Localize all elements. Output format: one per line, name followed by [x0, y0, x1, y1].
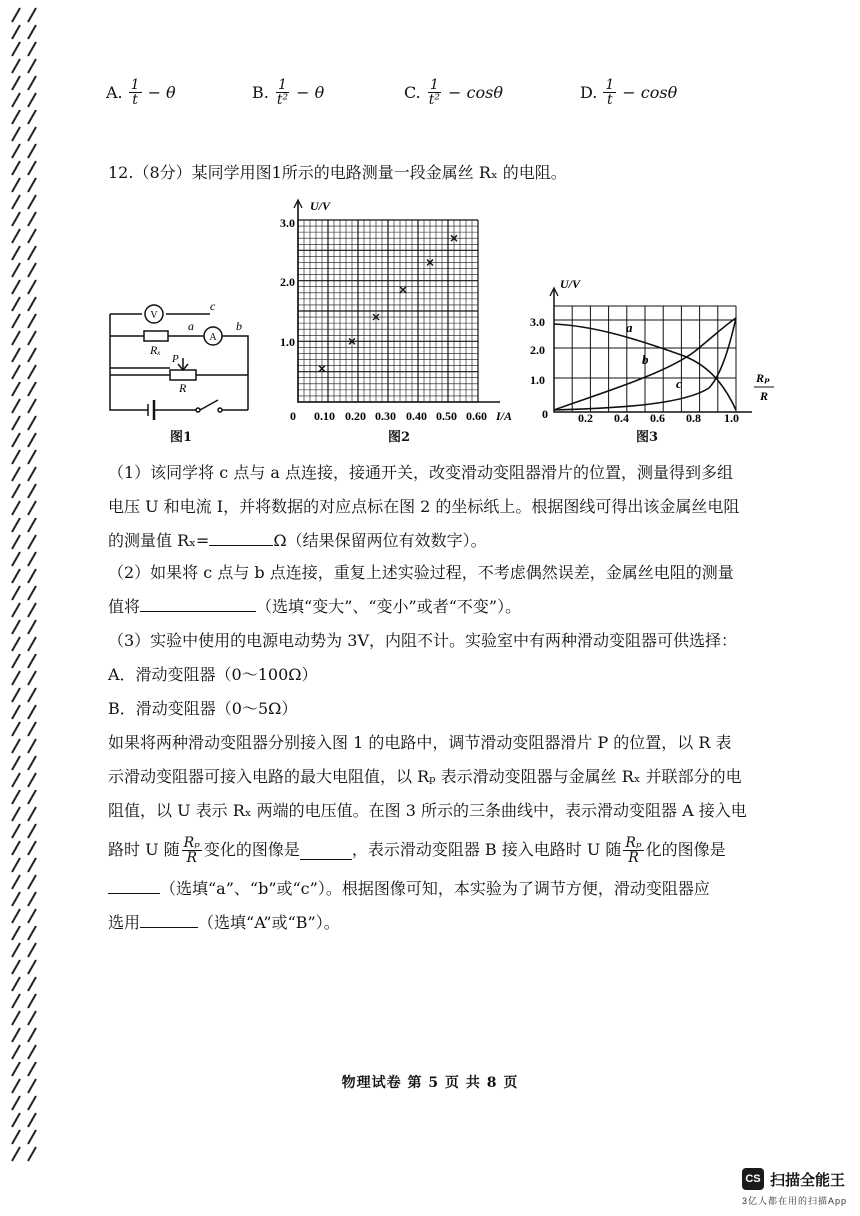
ammeter-label: A — [209, 332, 217, 343]
answer-blank-curve-a[interactable] — [300, 841, 352, 860]
figure-1-caption: 图1 — [170, 430, 193, 445]
fig3-xlabel-den: R — [760, 389, 769, 403]
figure-3-caption: 图3 — [636, 430, 659, 445]
fig2-ylabel: U/V — [310, 199, 331, 213]
fig2-ytick-2: 2.0 — [280, 275, 295, 289]
answer-blank-measurement[interactable] — [140, 593, 256, 612]
choice-d-fraction: $\frac{1}{t}$ — [605, 77, 615, 108]
fig2-xtick-0: 0 — [290, 409, 296, 423]
binding-margin-hatch — [0, 0, 46, 1216]
figure-2-caption: 图2 — [388, 430, 411, 445]
choice-c-fraction: $\frac{1}{\text{t²}}$ — [428, 77, 441, 108]
choice-d: D. $\frac{1}{t}$ − cosθ — [580, 77, 678, 108]
node-c-label: c — [210, 299, 216, 313]
choice-b-fraction: $\frac{1}{\text{t²}}$ — [276, 77, 289, 108]
part-3-text: （3）实验中使用的电源电动势为 3V，内阻不计。实验室中有两种滑动变阻器可供选择： A．滑动变阻器（0～100Ω） B．滑动变阻器（0～5Ω） 如果将两种滑动变阻器分别接入图 1 的电路中，调节滑动变阻器滑片 P 的位置，以 R 表 示滑动变阻器可接入电路的最大电阻值，以 Rₚ 表示滑动变阻器与金属丝 Rₓ 并联部分的电 阻值，以 U 表示 Rₓ 两端的电压值。在图 3 所示的三条曲线中，表示滑动变阻器 A 接入电 路时 U 随 $\frac{\text{Rₚ}}{R}$ 变化的图像是 ，表示滑动变阻器 B 接入电路时 U 随 $\frac{\text{Rₚ}}{R}$ 化的图像是 （选填“a”、“b”或“c”）。根据图像可知，本实验为了调节方便，滑动变阻器应 选用 （选填“A”或“B”）。 — [108, 624, 768, 940]
curve-c-label: c — [676, 376, 682, 391]
fig3-ytick-2: 2.0 — [530, 343, 545, 357]
camscanner-watermark: CS 扫描全能王 — [742, 1168, 845, 1190]
fig2-ytick-3: 3.0 — [280, 216, 295, 230]
part-1-text: （1）该同学将 c 点与 a 点连接，接通开关，改变滑动变阻器滑片的位置，测量得到多组 电压 U 和电流 I，并将数据的对应点标在图 2 的坐标纸上。根据图线可得出该金属丝电阻 的测量值 Rₓ= Ω（结果保留两位有效数字）。 — [108, 463, 740, 550]
fig2-xlabel: I/A — [496, 409, 513, 423]
fig2-xtick-2: 0.20 — [345, 409, 366, 423]
camscanner-tagline: 3亿人都在用的扫描App — [742, 1196, 848, 1206]
question-title: 12.（8分）某同学用图1所示的电路测量一段金属丝 Rₓ 的电阻。 — [108, 163, 567, 182]
node-b-label: b — [236, 319, 242, 333]
fig3-ytick-3: 3.0 — [530, 315, 545, 329]
node-a-label: a — [188, 319, 194, 333]
fig3-xtick-1: 0.2 — [578, 411, 593, 425]
answer-blank-rheostat-choice[interactable] — [140, 909, 198, 928]
fig3-xtick-4: 0.8 — [686, 411, 701, 425]
choice-a: A. $\frac{1}{t}$ − θ — [106, 77, 176, 108]
rx-label: Rₓ — [150, 343, 161, 357]
rheostat-label: R — [179, 381, 187, 395]
fig2-xtick-5: 0.50 — [436, 409, 457, 423]
curve-b-label: b — [642, 352, 649, 367]
fig3-ytick-1: 1.0 — [530, 373, 545, 387]
curve-a-label: a — [626, 320, 633, 335]
camscanner-logo-icon: CS — [742, 1168, 764, 1190]
figure-1-circuit — [100, 296, 260, 442]
fig3-xtick-3: 0.6 — [650, 411, 665, 425]
option-rheostat-b: B．滑动变阻器（0～5Ω） — [108, 699, 298, 718]
figure-3-curves-chart — [524, 274, 784, 426]
rp-over-r-fraction-1: $\frac{\text{Rₚ}}{R}$ — [183, 834, 200, 866]
fig2-xtick-1: 0.10 — [314, 409, 335, 423]
figure-2-grid-chart — [268, 196, 528, 432]
option-rheostat-a: A．滑动变阻器（0～100Ω） — [108, 665, 318, 684]
fig2-ytick-1: 1.0 — [280, 335, 295, 349]
fig2-xtick-6: 0.60 — [466, 409, 487, 423]
answer-blank-curve-b[interactable] — [108, 875, 160, 894]
choice-a-fraction: $\frac{1}{t}$ — [130, 77, 140, 108]
fig3-xtick-5: 1.0 — [724, 411, 739, 425]
fig3-xtick-0: 0 — [542, 407, 548, 421]
fig2-xtick-3: 0.30 — [375, 409, 396, 423]
fig3-xtick-2: 0.4 — [614, 411, 629, 425]
slider-p-label: P — [172, 353, 179, 365]
rp-over-r-fraction-2: $\frac{\text{Rₚ}}{R}$ — [625, 834, 642, 866]
fig3-ylabel: U/V — [560, 277, 581, 291]
part-2-text: （2）如果将 c 点与 b 点连接，重复上述实验过程，不考虑偶然误差，金属丝电阻的测量 值将 （选填“变大”、“变小”或者“不变”）。 — [108, 563, 734, 616]
voltmeter-label: V — [150, 310, 158, 321]
answer-blank-rx[interactable] — [209, 527, 273, 546]
choice-b: B. $\frac{1}{\text{t²}}$ − θ — [252, 77, 325, 108]
choice-c: C. $\frac{1}{\text{t²}}$ − cosθ — [404, 77, 503, 108]
fig3-xlabel-num: Rₚ — [756, 371, 770, 385]
fig2-point-3 — [400, 287, 406, 293]
fig2-xtick-4: 0.40 — [406, 409, 427, 423]
page-footer: 物理试卷 第 5 页 共 8 页 — [341, 1075, 519, 1091]
